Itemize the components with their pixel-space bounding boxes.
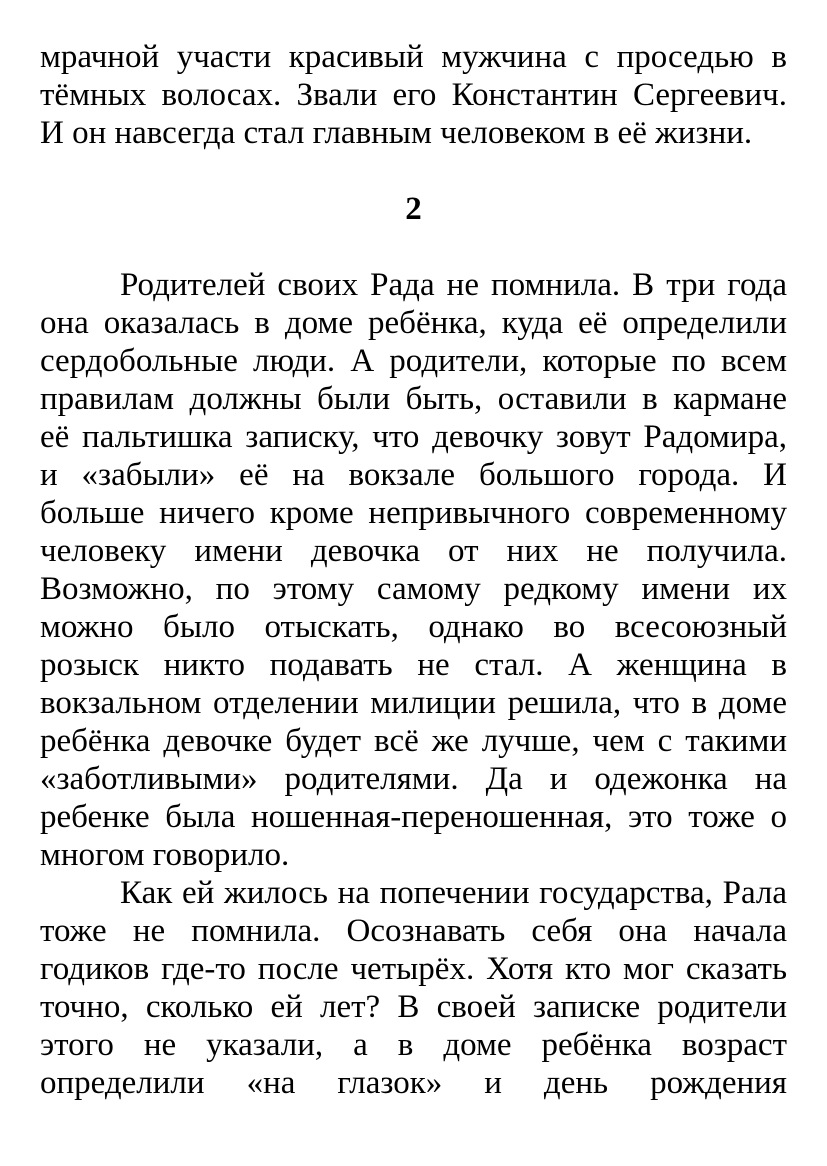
text-line: мрачной участи красивый мужчина с проседью в [40,39,787,75]
text-line: можно было отыскать, однако во всесоюзный [40,609,787,645]
text-line: и «забыли» её на вокзале большого города. И [40,457,787,493]
text-line: определили «на глазок» и день рождения [40,1065,787,1101]
text-line: её пальтишка записку, что девочку зовут Радомира, [40,419,787,455]
text-line: ребёнка девочке будет всё же лучше, чем с такими [40,723,787,759]
text-line: Как ей жилось на попечении государства, Рала [120,875,787,911]
paragraph-1 [40,266,787,874]
text-line: вокзальном отделении милиции решила, что в доме [40,685,787,721]
text-line: тёмных волосах. Звали его Константин Сергеевич. [40,77,787,113]
text-line: тоже не помнила. Осознавать себя она начала [40,913,787,949]
paragraph-2 [40,874,787,1102]
chapter-heading: 2 [405,191,422,227]
text-line: Возможно, по этому самому редкому имени их [40,571,787,607]
text-line: многом говорило. [40,837,290,873]
text-line: она оказалась в доме ребёнка, куда её определили [40,305,787,341]
text-line: больше ничего кроме непривычного современному [40,495,787,531]
text-line: годиков где-то после четырёх. Хотя кто мог сказать [40,951,787,987]
text-line: этого не указали, а в доме ребёнка возраст [40,1027,787,1063]
text-line: «заботливыми» родителями. Да и одежонка на [40,761,787,797]
text-line: И он навсегда стал главным человеком в её жизни. [40,115,753,151]
text-line: сердобольные люди. А родители, которые по всем [40,343,787,379]
document-page [40,38,787,1102]
text-line: розыск никто подавать не стал. А женщина в [40,647,787,683]
intro-paragraph [40,38,787,152]
text-line: правилам должны были быть, оставили в кармане [40,381,787,417]
text-line: точно, сколько ей лет? В своей записке родители [40,989,787,1025]
text-line: человеку имени девочка от них не получила. [40,533,787,569]
text-line: Родителей своих Рада не помнила. В три года [120,267,787,303]
text-line: ребенке была ношенная-переношенная, это тоже о [40,799,787,835]
